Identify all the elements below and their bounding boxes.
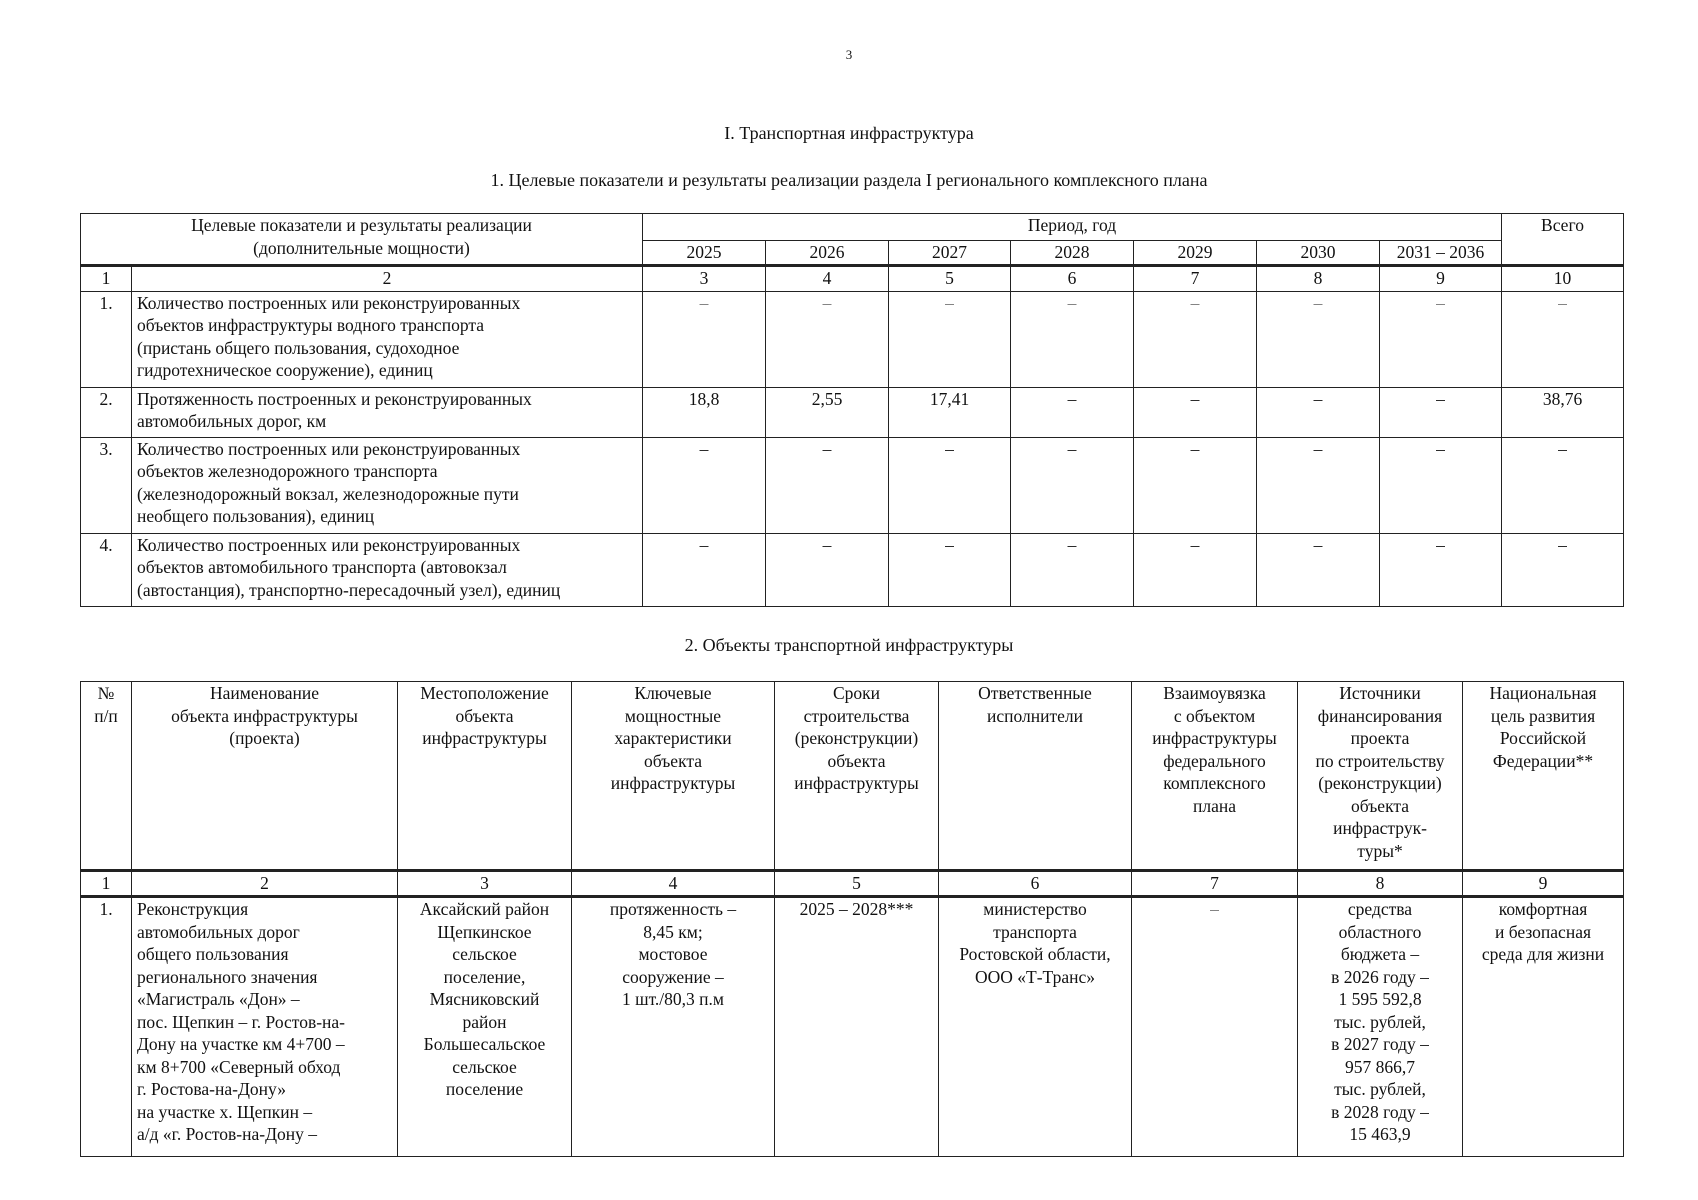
object-federal-link: –: [1132, 897, 1298, 1157]
indicator-name: Количество построенных или реконструированных объектов инфраструктуры водного транспорта (пристань общего пользования, судоходное гидротехническое сооружение), единиц: [132, 291, 643, 387]
value-cell: –: [889, 291, 1011, 387]
value-cell: –: [1134, 437, 1257, 533]
col-number: 2: [132, 265, 643, 291]
value-cell: –: [1380, 291, 1502, 387]
row-number: 4.: [81, 533, 132, 606]
table-row: [81, 897, 1624, 1157]
object-capacity: протяженность – 8,45 км; мостовое сооружение – 1 шт./80,3 п.м: [572, 897, 775, 1157]
value-cell: 38,76: [1502, 387, 1624, 437]
col-number: 9: [1380, 265, 1502, 291]
value-cell: –: [889, 533, 1011, 606]
header-year: 2026: [766, 241, 889, 266]
header-capacity: Ключевые мощностные характеристики объекта инфраструктуры: [572, 682, 775, 871]
header-location: Местоположение объекта инфраструктуры: [398, 682, 572, 871]
col-number: 7: [1132, 871, 1298, 897]
header-year: 2031 – 2036: [1380, 241, 1502, 266]
header-num: № п/п: [81, 682, 132, 871]
value-cell: 18,8: [643, 387, 766, 437]
indicator-name: Протяженность построенных и реконструированных автомобильных дорог, км: [132, 387, 643, 437]
row-number: 1.: [81, 897, 132, 1157]
column-number-row: [81, 265, 1624, 291]
value-cell: –: [1502, 437, 1624, 533]
object-location: Аксайский район Щепкинское сельское поселение, Мясниковский район Большесальское сельское поселение: [398, 897, 572, 1157]
objects-table: [80, 681, 1624, 1157]
header-year: 2028: [1011, 241, 1134, 266]
value-cell: –: [1011, 533, 1134, 606]
value-cell: –: [889, 437, 1011, 533]
value-cell: –: [1257, 291, 1380, 387]
header-year: 2030: [1257, 241, 1380, 266]
table-row: [81, 533, 1624, 606]
value-cell: –: [643, 291, 766, 387]
object-national-goal: комфортная и безопасная среда для жизни: [1463, 897, 1624, 1157]
header-national-goal: Национальная цель развития Российской Федерации**: [1463, 682, 1624, 871]
col-number: 2: [132, 871, 398, 897]
table-row: [81, 437, 1624, 533]
header-indicator: Целевые показатели и результаты реализации (дополнительные мощности): [81, 214, 643, 266]
col-number: 7: [1134, 265, 1257, 291]
col-number: 6: [939, 871, 1132, 897]
header-year: 2029: [1134, 241, 1257, 266]
value-cell: –: [766, 533, 889, 606]
header-year: 2027: [889, 241, 1011, 266]
table2-title: 2. Объекты транспортной инфраструктуры: [684, 635, 1014, 655]
value-cell: –: [1502, 533, 1624, 606]
col-number: 4: [766, 265, 889, 291]
value-cell: 17,41: [889, 387, 1011, 437]
value-cell: –: [1380, 387, 1502, 437]
object-name: Реконструкция автомобильных дорог общего пользования регионального значения «Магистраль «Дон» – пос. Щепкин – г. Ростов-на- Дону на участке км 4+700 – км 8+700 «Северный обход г. Ростова-на-Дону» на участке х. Щепкин – а/д «г. Ростов-на-Дону –: [132, 897, 398, 1157]
object-terms: 2025 – 2028***: [775, 897, 939, 1157]
col-number: 8: [1257, 265, 1380, 291]
header-terms: Сроки строительства (реконструкции) объекта инфраструктуры: [775, 682, 939, 871]
table1-title: 1. Целевые показатели и результаты реализации раздела I регионального комплексного плана: [490, 170, 1208, 190]
value-cell: –: [1011, 437, 1134, 533]
value-cell: –: [1134, 533, 1257, 606]
indicator-name: Количество построенных или реконструированных объектов железнодорожного транспорта (железнодорожный вокзал, железнодорожные пути необщего пользования), единиц: [132, 437, 643, 533]
header-total: Всего: [1502, 214, 1624, 266]
indicators-table: [80, 213, 1624, 607]
header-period: Период, год: [643, 214, 1502, 241]
col-number: 3: [398, 871, 572, 897]
value-cell: –: [643, 533, 766, 606]
value-cell: –: [1134, 291, 1257, 387]
col-number: 9: [1463, 871, 1624, 897]
col-number: 3: [643, 265, 766, 291]
col-number: 10: [1502, 265, 1624, 291]
value-cell: –: [1257, 387, 1380, 437]
value-cell: 2,55: [766, 387, 889, 437]
row-number: 2.: [81, 387, 132, 437]
object-financing: средства областного бюджета – в 2026 году – 1 595 592,8 тыс. рублей, в 2027 году – 957 866,7 тыс. рублей, в 2028 году – 15 463,9: [1298, 897, 1463, 1157]
row-number: 3.: [81, 437, 132, 533]
col-number: 4: [572, 871, 775, 897]
header-federal-link: Взаимоувязка с объектом инфраструктуры федерального комплексного плана: [1132, 682, 1298, 871]
header-year: 2025: [643, 241, 766, 266]
value-cell: –: [1011, 387, 1134, 437]
table-row: [81, 387, 1624, 437]
col-number: 6: [1011, 265, 1134, 291]
value-cell: –: [766, 291, 889, 387]
header-name: Наименование объекта инфраструктуры (проекта): [132, 682, 398, 871]
value-cell: –: [643, 437, 766, 533]
col-number: 5: [775, 871, 939, 897]
section-title: I. Транспортная инфраструктура: [724, 123, 974, 143]
value-cell: –: [1502, 291, 1624, 387]
value-cell: –: [1134, 387, 1257, 437]
header-executors: Ответственные исполнители: [939, 682, 1132, 871]
value-cell: –: [1380, 437, 1502, 533]
col-number: 8: [1298, 871, 1463, 897]
value-cell: –: [1380, 533, 1502, 606]
object-executors: министерство транспорта Ростовской области, ООО «Т-Транс»: [939, 897, 1132, 1157]
value-cell: –: [1011, 291, 1134, 387]
table-row: [81, 291, 1624, 387]
value-cell: –: [1257, 533, 1380, 606]
col-number: 1: [81, 265, 132, 291]
col-number: 1: [81, 871, 132, 897]
col-number: 5: [889, 265, 1011, 291]
header-financing: Источники финансирования проекта по строительству (реконструкции) объекта инфраструк- туры*: [1298, 682, 1463, 871]
column-number-row: [81, 871, 1624, 897]
value-cell: –: [1257, 437, 1380, 533]
indicator-name: Количество построенных или реконструированных объектов автомобильного транспорта (автовокзал (автостанция), транспортно-пересадочный узел), единиц: [132, 533, 643, 606]
row-number: 1.: [81, 291, 132, 387]
page-number: 3: [845, 47, 853, 62]
value-cell: –: [766, 437, 889, 533]
